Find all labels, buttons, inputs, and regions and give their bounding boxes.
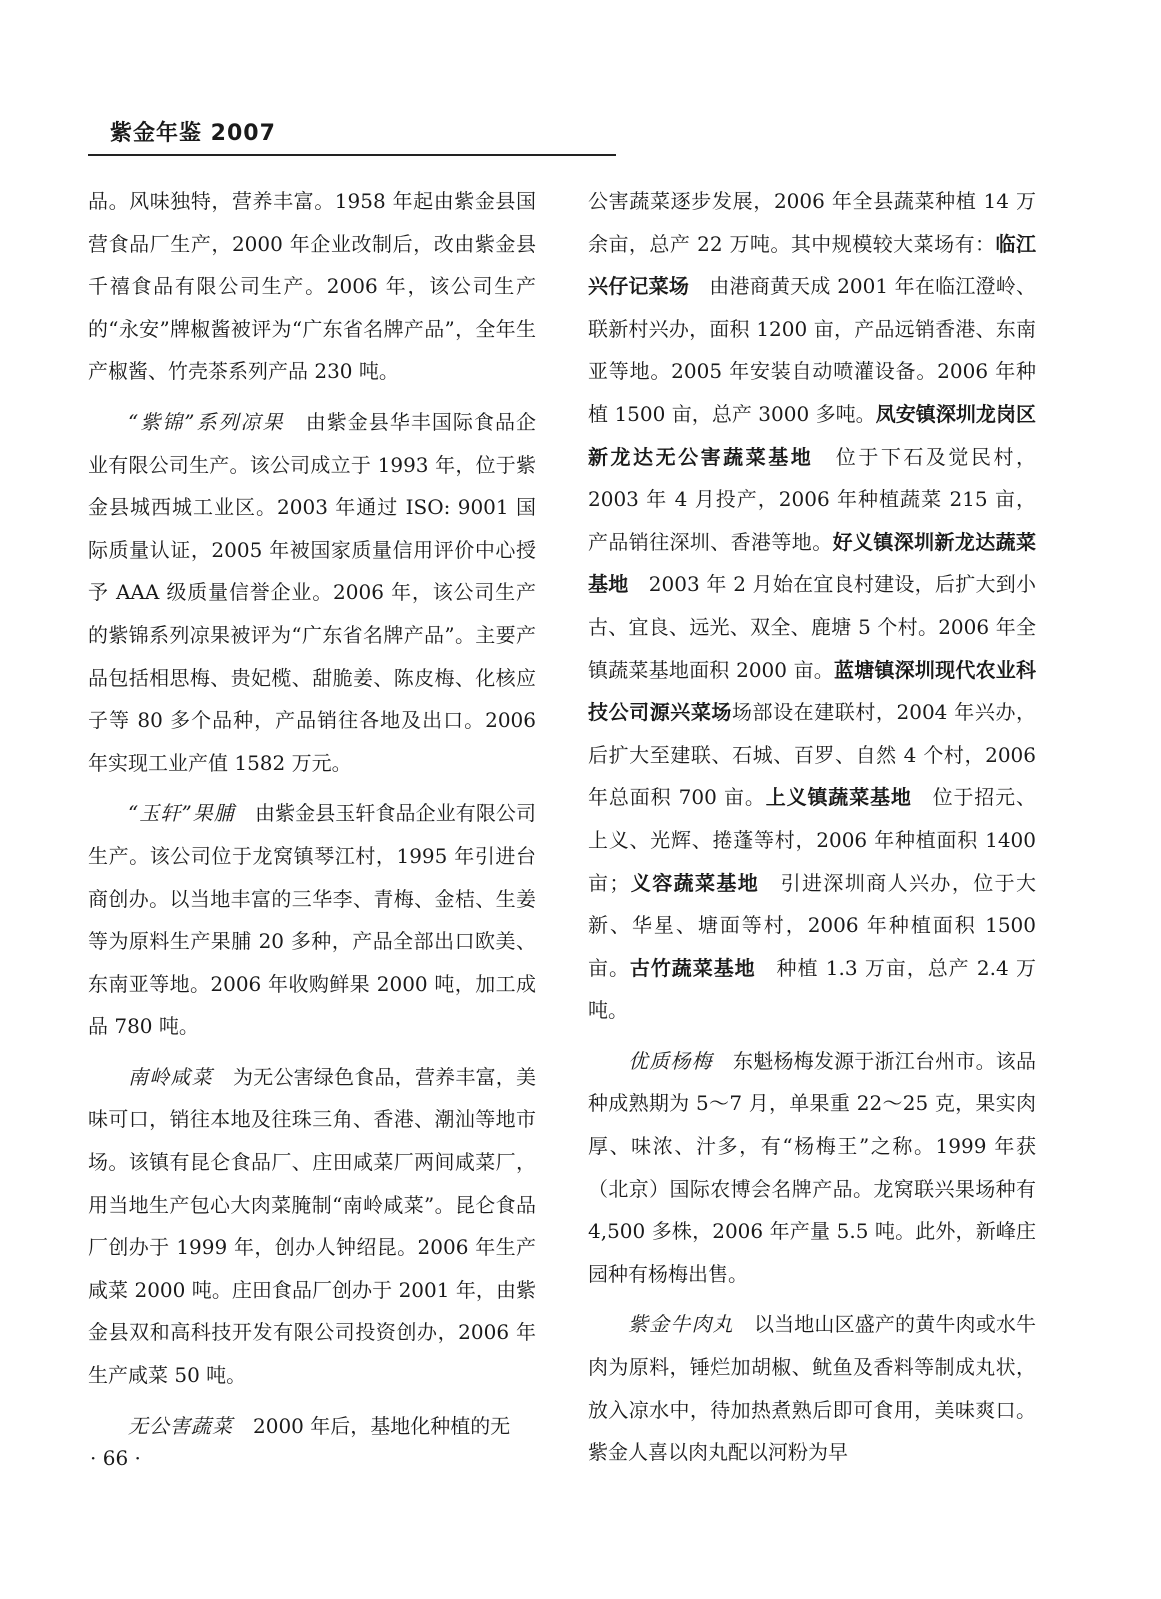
farm-name: 上义镇蔬菜基地 [765,785,912,810]
body-text: 由港商黄天成 2001 年在临江澄岭、联新村兴办，面积 1200 亩，产品远销香港、东南亚等地。2005 年安装自动喷灌设备。2006 年种植 1500 亩，总产 3000 多吨。 [588,274,1036,426]
entry-quality-bayberry [588,1040,1036,1296]
paragraph-pepper-sauce: 品。风味独特，营养丰富。1958 年起由紫金县国营食品厂生产，2000 年企业改制后，改由紫金县千禧食品有限公司生产。2006 年，该公司生产的“永安”牌椒酱被评为“广东省名牌产品”，全年生产椒酱、竹壳茶系列产品 230 吨。 [88,189,536,384]
entry-zijin-beef-balls [588,1303,1036,1473]
farm-name: 好义镇深圳新龙达蔬菜基地 [588,529,1037,597]
entry-yuxuan-dried-fruit [88,792,536,1048]
entry-text: 由紫金县玉轩食品企业有限公司生产。该公司位于龙窝镇琴江村，1995 年引进台商创办。以当地丰富的三华李、青梅、金桔、生姜等为原料生产果脯 20 多种，产品全部出口欧美、东南亚等地。2006 年收购鲜果 2000 吨，加工成品 780 吨。 [88,801,537,1039]
entry-text: 由紫金县华丰国际食品企业有限公司生产。该公司成立于 1993 年，位于紫金县城西城工业区。2003 年通过 ISO: 9001 国际质量认证，2005 年被国家质量信用评价中心授予 AAA 级质量信誉企业。2006 年，该公司生产的紫锦系列凉果被评为“广东省名牌产品”。主要产品包括相思梅、贵妃榄、甜脆姜、陈皮梅、化核应子等 80 多个品种，产品销往各地及出口。2006 年实现工业产值 1582 万元。 [88,409,537,775]
header-rule [88,154,616,156]
body-text: 位于招元、上义、光辉、捲蓬等村，2006 年种植面积 1400 亩； [588,785,1037,895]
entry-term: 南岭咸菜 [128,1064,213,1089]
entry-term: 无公害蔬菜 [128,1413,233,1438]
entry-term: “玉轩”果脯 [128,801,235,826]
paragraph-vegetable-farms [588,180,1036,1032]
body-text: 位于下石及觉民村，2003 年 4 月投产，2006 年种植蔬菜 215 亩，产品销往深圳、香港等地。 [588,444,1037,554]
entry-pollution-free-vegetables [88,1405,536,1448]
body-text: 2003 年 2 月始在宜良村建设，后扩大到小古、宜良、远光、双全、鹿塘 5 个村。2006 年全镇蔬菜基地面积 2000 亩。 [588,572,1036,682]
body-text: 公害蔬菜逐步发展，2006 年全县蔬菜种植 14 万余亩，总产 22 万吨。其中规模较大菜场有： [588,189,1036,256]
body-text: 种植 1.3 万亩，总产 2.4 万吨。 [588,955,1037,1023]
farm-name: 古竹蔬菜基地 [629,955,756,980]
farm-name: 蓝塘镇深圳现代农业科技公司源兴菜场 [588,657,1036,725]
body-text: 引进深圳商人兴办，位于大新、华星、塘面等村，2006 年种植面积 1500 亩。 [588,870,1037,980]
entry-zijin-preserved-fruit [88,401,536,784]
entry-text: 东魁杨梅发源于浙江台州市。该品种成熟期为 5～7 月，单果重 22～25 克，果实肉厚、味浓、汁多，有“杨梅王”之称。1999 年获（北京）国际农博会名牌产品。龙窝联兴果场种有 4,500 多株，2006 年产量 5.5 吨。此外，新峰庄园种有杨梅出售。 [588,1048,1037,1286]
entry-term: 优质杨梅 [628,1048,713,1073]
farm-name: 凤安镇深圳龙岗区新龙达无公害蔬菜基地 [588,401,1037,469]
entry-term: 紫金牛肉丸 [628,1312,734,1337]
entry-nanling-pickles [88,1056,536,1397]
farm-name: 临江兴仔记菜场 [588,231,1036,299]
page-number: · 66 · [90,1446,141,1470]
running-header: 紫金年鉴 2007 [110,121,276,146]
body-text: 场部设在建联村，2004 年兴办，后扩大至建联、石城、百罗、自然 4 个村，2006 年总面积 700 亩。 [588,700,1037,810]
entry-text: 以当地山区盛产的黄牛肉或水牛肉为原料，锤烂加胡椒、鱿鱼及香料等制成丸状，放入凉水中，待加热煮熟后即可食用，美味爽口。紫金人喜以肉丸配以河粉为早 [588,1312,1037,1465]
right-column [588,180,1036,1482]
farm-name: 义容蔬菜基地 [629,870,760,895]
left-column [88,180,536,1455]
entry-text: 为无公害绿色食品，营养丰富，美味可口，销往本地及往珠三角、香港、潮汕等地市场。该镇有昆仑食品厂、庄田咸菜厂两间咸菜厂，用当地生产包心大肉菜腌制“南岭咸菜”。昆仑食品厂创办于 1999 年，创办人钟绍昆。2006 年生产咸菜 2000 吨。庄田食品厂创办于 2001 年，由紫金县双和高科技开发有限公司投资创办，2006 年生产咸菜 50 吨。 [88,1064,537,1388]
entry-term: “紫锦”系列凉果 [128,409,285,434]
entry-text: 2000 年后，基地化种植的无 [233,1413,511,1438]
